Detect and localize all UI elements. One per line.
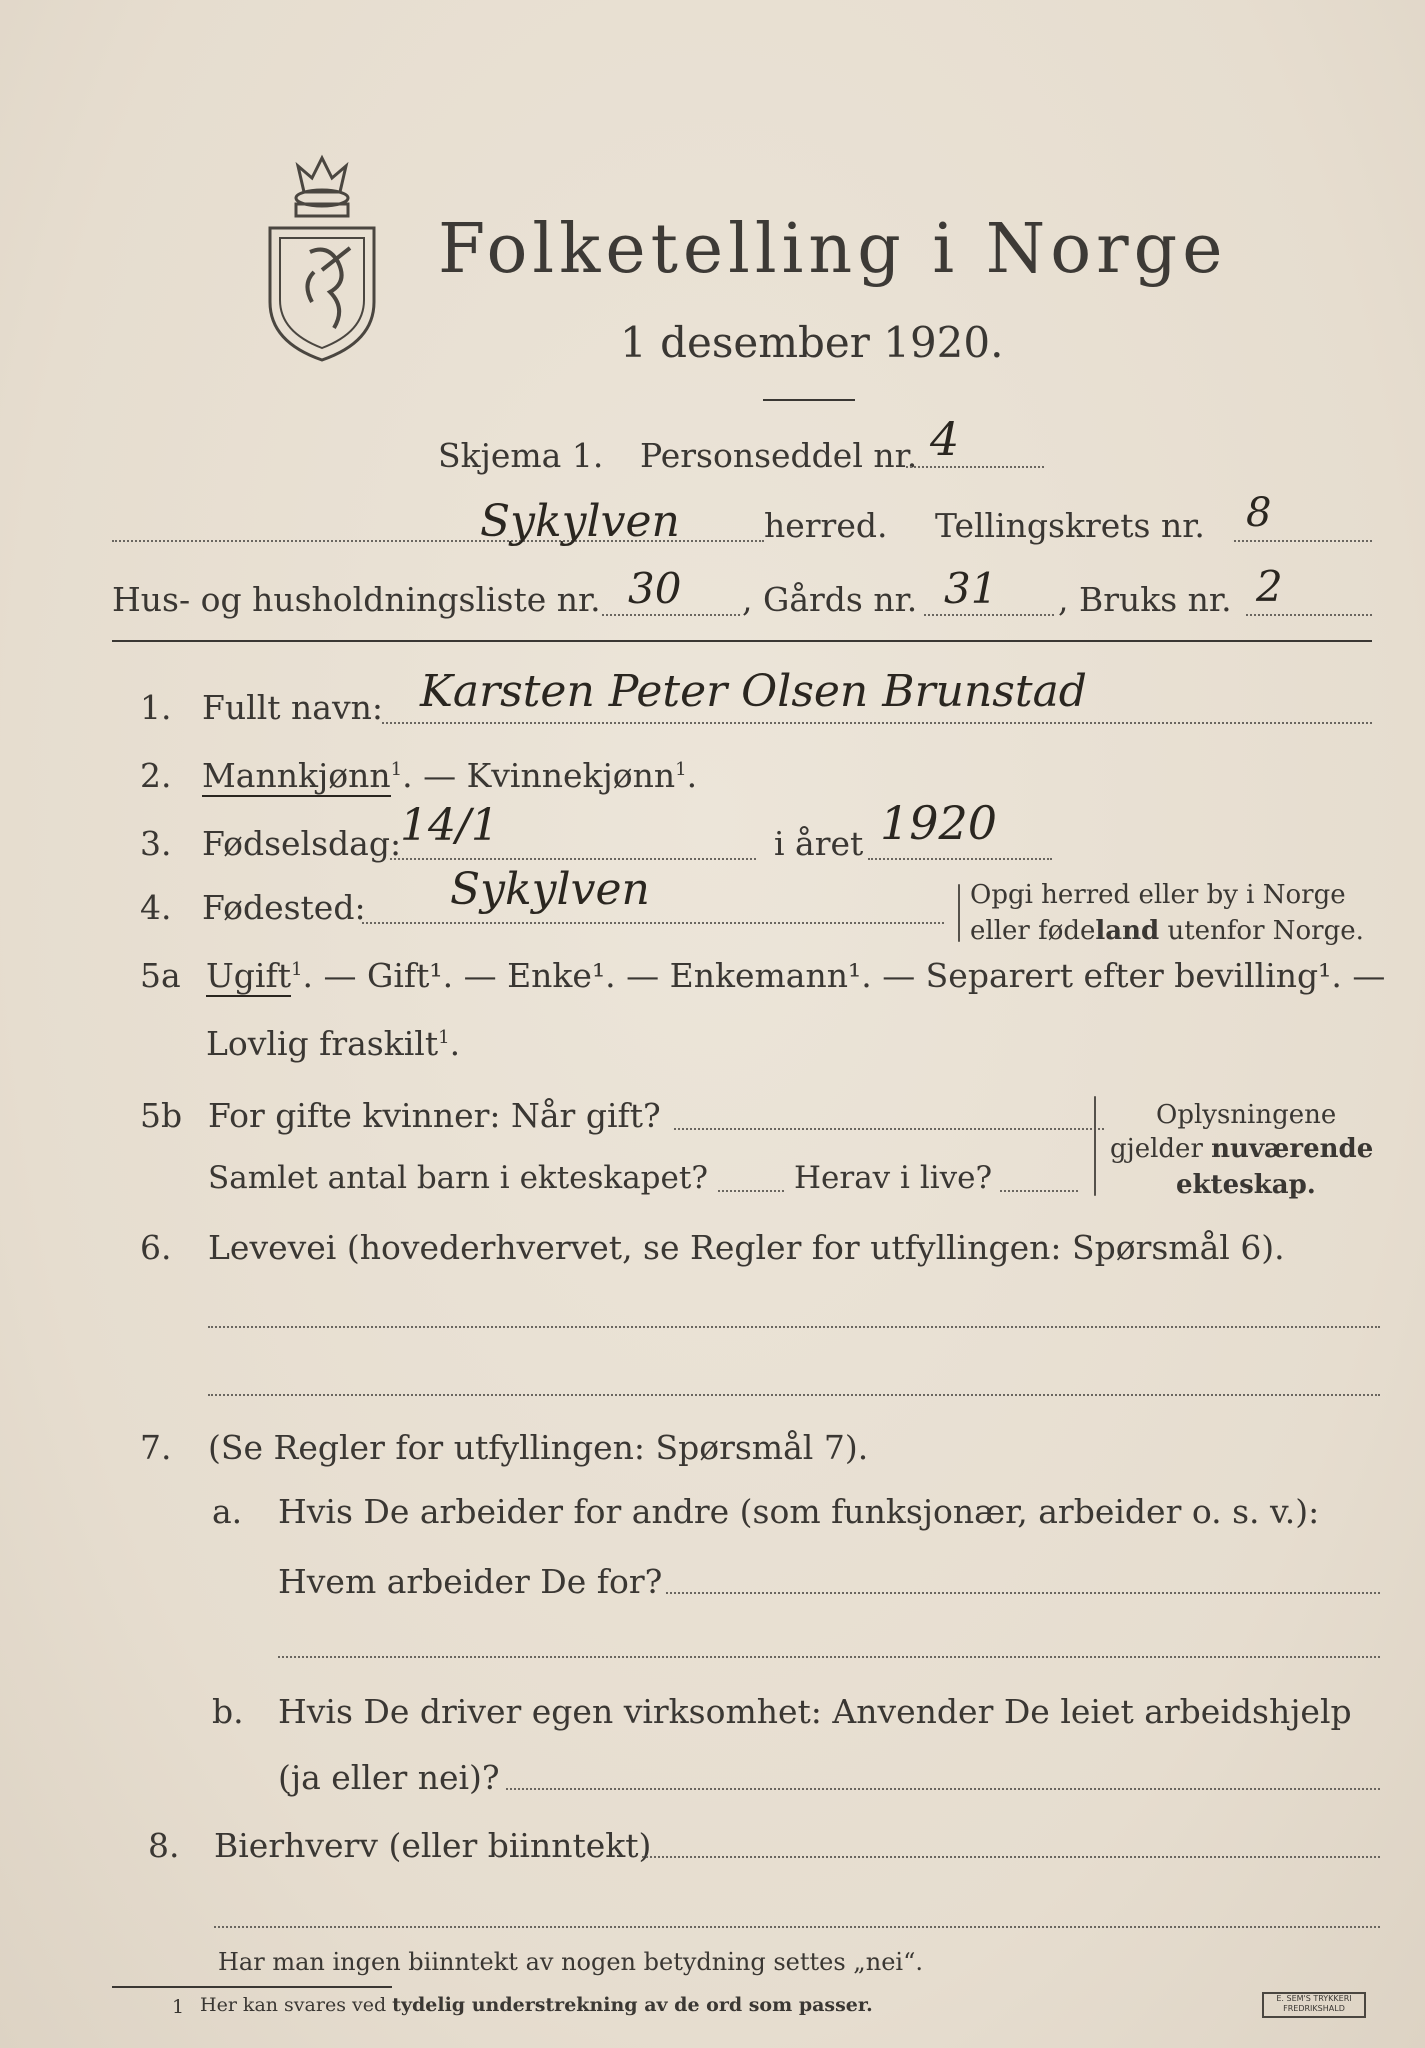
q5b-note-line3: ekteskap.: [1176, 1170, 1316, 1200]
q7a-label: Hvis De arbeider for andre (som funksjonær, arbeider o. s. v.):: [278, 1492, 1320, 1531]
bruks-label: , Bruks nr.: [1058, 580, 1232, 619]
children-alive-field[interactable]: [1000, 1190, 1078, 1192]
q7b-label: Hvis De driver egen virksomhet: Anvender De leiet arbeidshjelp: [278, 1692, 1352, 1731]
q5a-number: 5a: [140, 956, 181, 995]
q4-number: 4.: [140, 888, 172, 927]
q7b-question: (ja eller nei)?: [278, 1758, 500, 1797]
marital-status-options: Ugift$^1$. — Gift¹. — Enke¹. — Enkemann¹. — Separert efter bevilling¹. —: [206, 956, 1386, 995]
employer-field-line2[interactable]: [278, 1656, 1380, 1658]
children-count-field[interactable]: [718, 1190, 784, 1192]
coat-of-arms-icon: [262, 152, 382, 364]
q5b-bracket: [1094, 1096, 1096, 1196]
personseddel-field[interactable]: [906, 466, 1044, 468]
occupation-field-line1[interactable]: [208, 1326, 1380, 1328]
personseddel-value: 4: [930, 412, 960, 466]
q7a-question: Hvem arbeider De for?: [278, 1562, 663, 1601]
q8-label: Bierhverv (eller biinntekt): [214, 1826, 652, 1865]
q5b-number: 5b: [140, 1096, 183, 1135]
gards-field[interactable]: [924, 614, 1054, 616]
marital-ugift-option[interactable]: Ugift: [206, 956, 291, 995]
hus-value: 30: [628, 564, 682, 613]
census-date: 1 desember 1920.: [620, 318, 1004, 367]
occupation-field-line2[interactable]: [208, 1394, 1380, 1396]
employer-field[interactable]: [666, 1592, 1380, 1594]
q4-note-line2: eller fødeland utenfor Norge.: [970, 916, 1364, 946]
birth-year-field[interactable]: [868, 858, 1052, 860]
q1-number: 1.: [140, 688, 172, 727]
q8-number: 8.: [148, 1826, 180, 1865]
birthdate-value: 14/1: [400, 800, 499, 851]
q5b-note-line1: Oplysningene: [1156, 1100, 1337, 1130]
form-title: Folketelling i Norge: [438, 210, 1228, 289]
skjema-label: Skjema 1.: [438, 436, 604, 475]
gender-options: Mannkjønn$^1$. — Kvinnekjønn$^1$.: [202, 756, 698, 795]
q6-number: 6.: [140, 1228, 172, 1267]
personseddel-label: Personseddel nr.: [640, 436, 918, 475]
q5b-label-married: For gifte kvinner: Når gift?: [208, 1096, 661, 1135]
q1-label: Fullt navn:: [202, 688, 383, 727]
herred-label: herred.: [764, 506, 888, 545]
full-name-field[interactable]: [382, 722, 1372, 724]
side-income-field[interactable]: [642, 1856, 1380, 1858]
header-divider: [112, 640, 1372, 642]
q3-label: Fødselsdag:: [202, 824, 402, 863]
q7b-letter: b.: [212, 1692, 244, 1731]
hus-label: Hus- og husholdningsliste nr.: [112, 580, 601, 619]
side-income-note: Har man ingen biinntekt av nogen betydning settes „nei“.: [218, 1948, 923, 1976]
tellingskrets-field[interactable]: [1234, 540, 1372, 542]
printer-stamp: E. SEM'S TRYKKERI FREDRIKSHALD: [1262, 1992, 1366, 2018]
birthplace-field[interactable]: [362, 922, 944, 924]
birthdate-field[interactable]: [390, 858, 756, 860]
q5b-note-line2: gjelder nuværende: [1110, 1134, 1374, 1164]
bruks-field[interactable]: [1246, 614, 1372, 616]
q6-label: Levevei (hovederhvervet, se Regler for utfyllingen: Spørsmål 6).: [208, 1228, 1285, 1267]
q4-note-line1: Opgi herred eller by i Norge: [970, 880, 1346, 910]
gender-male-option[interactable]: Mannkjønn: [202, 756, 391, 795]
q2-number: 2.: [140, 756, 172, 795]
gender-female-option[interactable]: Kvinnekjønn: [466, 756, 676, 795]
birth-year-value: 1920: [880, 796, 998, 850]
q4-bracket: [958, 884, 960, 942]
q4-label: Fødested:: [202, 888, 366, 927]
title-divider: [763, 399, 855, 401]
q5b-label-alive: Herav i live?: [794, 1160, 993, 1196]
full-name-value: Karsten Peter Olsen Brunstad: [420, 666, 1087, 717]
herred-value: Sykylven: [480, 496, 680, 547]
side-income-field-line2[interactable]: [214, 1926, 1380, 1928]
q3-number: 3.: [140, 824, 172, 863]
bruks-value: 2: [1256, 562, 1283, 611]
hired-help-field[interactable]: [506, 1788, 1380, 1790]
gards-value: 31: [944, 564, 998, 613]
gards-label: , Gårds nr.: [742, 580, 918, 619]
footnote-number: 1: [172, 1996, 185, 2018]
q7-number: 7.: [140, 1428, 172, 1467]
birthplace-value: Sykylven: [450, 864, 650, 915]
tellingskrets-value: 8: [1246, 490, 1272, 536]
married-date-field[interactable]: [674, 1128, 1104, 1130]
birth-year-label: i året: [774, 824, 864, 863]
tellingskrets-label: Tellingskrets nr.: [935, 506, 1205, 545]
q7a-letter: a.: [212, 1492, 243, 1531]
hus-field[interactable]: [602, 614, 740, 616]
marital-fraskilt-option[interactable]: Lovlig fraskilt$^1$.: [206, 1024, 461, 1063]
q5b-label-children: Samlet antal barn i ekteskapet?: [208, 1160, 708, 1196]
footnote-divider: [112, 1986, 392, 1988]
footnote-text: Her kan svares ved tydelig understrekning av de ord som passer.: [200, 1994, 873, 2016]
q7-label: (Se Regler for utfyllingen: Spørsmål 7).: [208, 1428, 869, 1467]
